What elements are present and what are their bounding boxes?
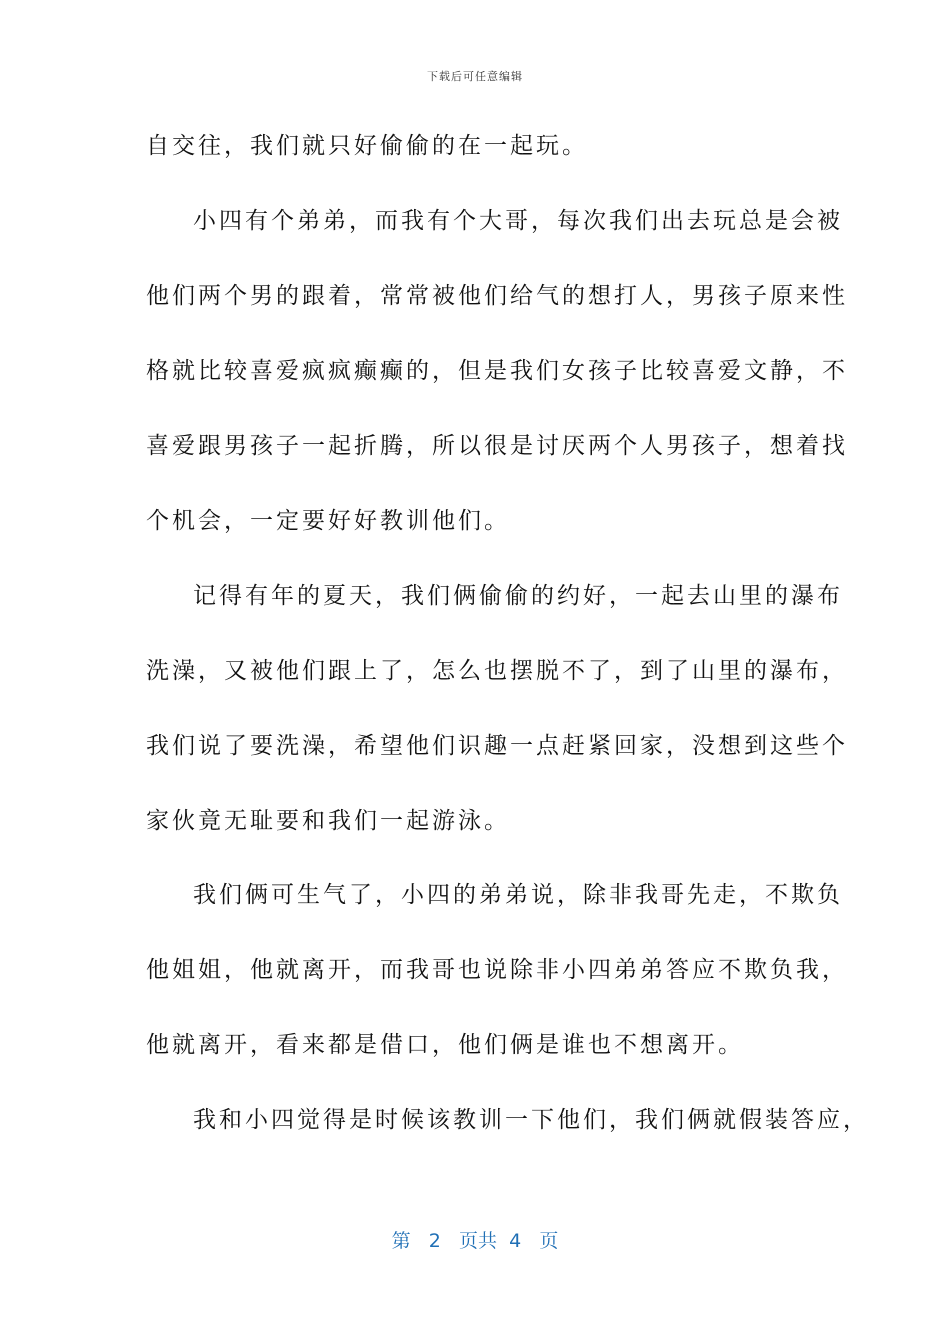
text-line: 他就离开，看来都是借口，他们俩是谁也不想离开。 [146,1032,744,1058]
text-line: 家伙竟无耻要和我们一起游泳。 [146,808,510,834]
page-footer [0,1226,950,1253]
paragraph-start-line: 小四有个弟弟，而我有个大哥，每次我们出去玩总是会被 [193,208,843,234]
footer-middle: 页共 [459,1230,498,1252]
header-note: 下载后可任意编辑 [427,70,523,83]
text-line: 他们两个男的跟着，常常被他们给气的想打人，男孩子原来性 [146,283,848,309]
total-pages-number: 4 [509,1230,522,1252]
paragraph-start-line: 我和小四觉得是时候该教训一下他们，我们俩就假装答应， [193,1107,869,1133]
paragraph-start-line: 记得有年的夏天，我们俩偷偷的约好，一起去山里的瀑布 [193,583,843,609]
text-line: 喜爱跟男孩子一起折腾，所以很是讨厌两个人男孩子，想着找 [146,433,848,459]
text-line: 格就比较喜爱疯疯癫癫的，但是我们女孩子比较喜爱文静，不 [146,358,848,384]
text-line: 洗澡，又被他们跟上了，怎么也摆脱不了，到了山里的瀑布， [146,658,848,684]
text-line: 我们说了要洗澡，希望他们识趣一点赶紧回家，没想到这些个 [146,733,848,759]
text-line: 个机会，一定要好好教训他们。 [146,508,510,534]
paragraph-start-line: 我们俩可生气了，小四的弟弟说，除非我哥先走，不欺负 [193,882,843,908]
text-line: 他姐姐，他就离开，而我哥也说除非小四弟弟答应不欺负我， [146,957,848,983]
text-line: 自交往，我们就只好偷偷的在一起玩。 [146,133,588,159]
current-page-number: 2 [428,1230,441,1252]
footer-suffix: 页 [539,1230,559,1252]
footer-prefix: 第 [391,1230,411,1252]
